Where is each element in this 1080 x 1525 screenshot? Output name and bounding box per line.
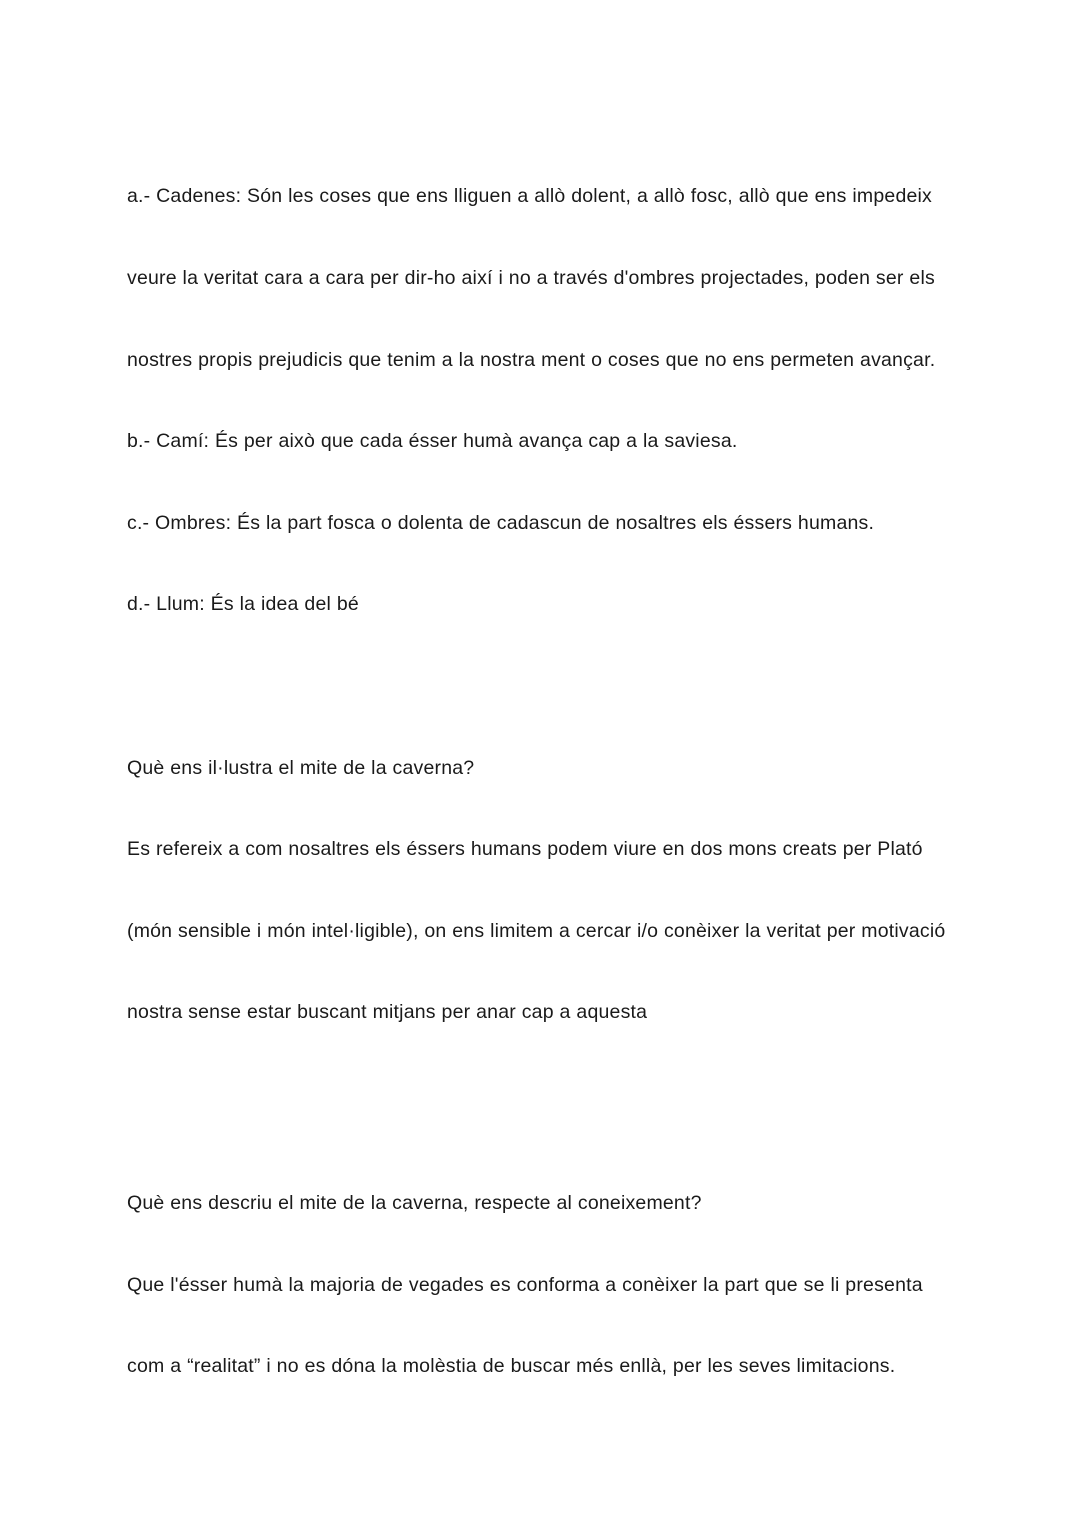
text-line-question: Què ens descriu el mite de la caverna, respecte al coneixement? (127, 1191, 702, 1214)
paragraph-definitions-list (127, 129, 967, 673)
paragraph-spacer (127, 673, 967, 700)
text-line: nostres propis prejudicis que tenim a la nostra ment o coses que no ens permeten avançar. (127, 348, 936, 371)
text-line: (món sensible i món intel·ligible), on ens limitem a cercar i/o conèixer la veritat per motivació (127, 919, 946, 942)
text-line: Que l'ésser humà la majoria de vegades es conforma a conèixer la part que se li presenta (127, 1273, 923, 1296)
text-line: veure la veritat cara a cara per dir-ho així i no a través d'ombres projectades, poden ser els (127, 267, 935, 290)
text-line: a.- Cadenes: Són les coses que ens lliguen a allò dolent, a allò fosc, allò que ens impedeix (127, 185, 932, 208)
text-line: b.- Camí: És per això que cada ésser humà avança cap a la saviesa. (127, 430, 738, 453)
text-line: c.- Ombres: És la part fosca o dolenta de cadascun de nosaltres els éssers humans. (127, 511, 875, 534)
paragraph-spacer (127, 1081, 967, 1135)
text-line: nostra sense estar buscant mitjans per anar cap a aquesta (127, 1001, 648, 1024)
paragraph-question-knowledge (127, 1135, 967, 1434)
text-line: Es refereix a com nosaltres els éssers humans podem viure en dos mons creats per Plató (127, 838, 923, 861)
text-line: com a “realitat” i no es dóna la molèstia de buscar més enllà, per les seves limitacions. (127, 1355, 896, 1378)
text-line-question: Què ens il·lustra el mite de la caverna? (127, 756, 475, 779)
text-line: d.- Llum: És la idea del bé (127, 593, 359, 616)
document-text-body (127, 129, 967, 1435)
paragraph-question-illustration (127, 700, 967, 1081)
